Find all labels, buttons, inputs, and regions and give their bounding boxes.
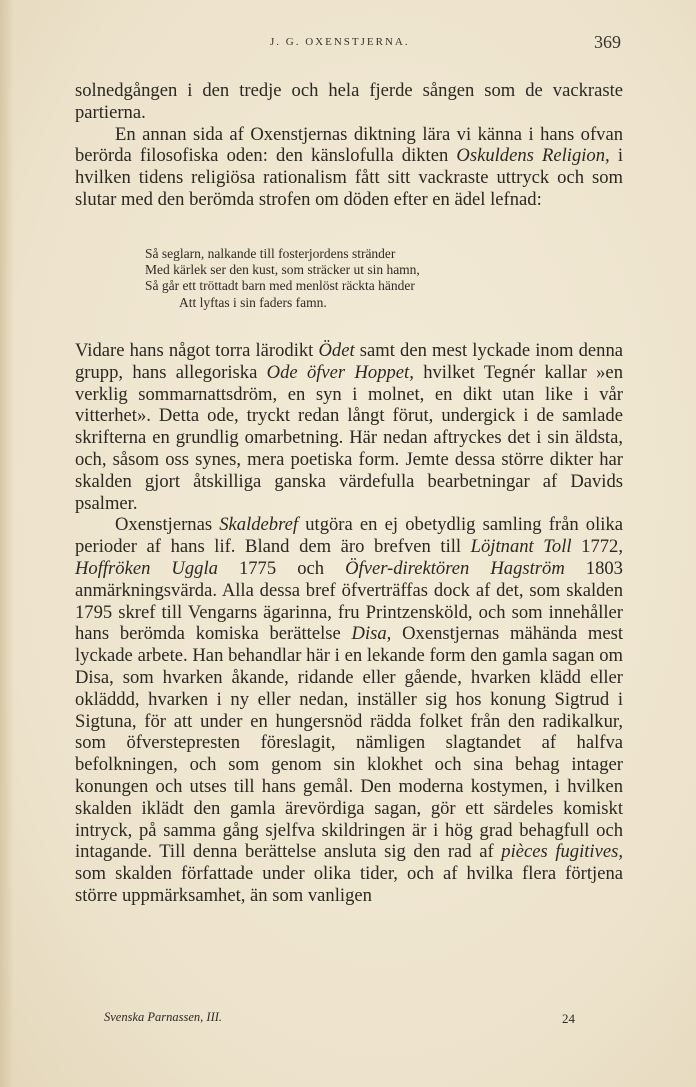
- verse-line-1: Så seglarn, nalkande till fosterjordens stränder: [145, 246, 396, 261]
- work-title-ode-ofver-hoppet: Ode öfver Hoppet,: [266, 361, 414, 383]
- addressee-lojtnant-toll: Löjtnant Toll: [470, 536, 572, 558]
- paragraph-4: Oxenstjernas Skaldebref utgöra en ej obetydlig samling från olika perioder af hans lif. Bland dem äro brefven till Löjtnant Toll 1772, Hoffröken Uggla 1775 och Öfver-direktören Hagström 1803 anmärkningsvärda. Alla dessa bref öfverträffas dock af det, som skalden 1795 skref till Vengarns ägarinna, fru Printzensköld, och som innehåller hans berömda komiska berättelse Disa, Oxenstjernas mähända mest lyckade arbete. Han behandlar här i en lekande form den gamla sagan om Disa, som hvarken åkande, ridande eller gående, hvarken klädd eller okläddd, hvarken i ny eller nedan, inställer sig hos konung Sigtrud i Sigtuna, för att under en hungersnöd rädda folket från den radikalkur, som öfverstepresten föreslagit, nämligen slagtandet af halfva befolkningen, och som genom sin klokhet och sina behag intager konungen och utses till hans gemål. Den moderna kostymen, i hvilken skalden iklädt den gamla ärevördiga sagan, gör ett särdeles komiskt intryck, på samma gång sjelfva skildringen är i hög grad behagfull och intagande. Till denna berättelse ansluta sig den rad af pièces fugitives, som skalden författade under olika tider, och af hvilka flera förtjena större uppmärksamhet, än som vanligen: [75, 514, 623, 906]
- verse-line-3: Så går ett tröttadt barn med menlöst räckta händer: [145, 278, 415, 294]
- body-text-bottom: [75, 340, 623, 907]
- work-title-disa: Disa,: [351, 623, 392, 645]
- page-number: 369: [594, 32, 621, 52]
- work-title-odet: Ödet: [318, 340, 355, 361]
- verse-line-4: Att lyftas i sin faders famn.: [179, 294, 327, 310]
- work-title-oskuldens-religion: Oskuldens Religion,: [456, 145, 610, 167]
- running-head: J. G. OXENSTJERNA.: [270, 36, 410, 48]
- printer-signature: Svenska Parnassen, III.: [104, 1010, 223, 1024]
- paragraph-3: Vidare hans något torra lärodikt Ödet samt den mest lyckade inom denna grupp, hans allegoriska Ode öfver Hoppet, hvilket Tegnér kallar »en verklig sommarnattsdröm, en syn i molnet, en dikt utan like i vår vitterhet». Detta ode, tryckt redan långt förut, undergick i de samlade skrifterna en grundlig omarbetning. Här nedan aftryckes det i sin äldsta, och, såsom oss synes, mera poetiska form. Jemte dessa större dikter har skalden gjort åtskilliga ganska värdefulla bearbetningar af Davids psalmer.: [75, 340, 624, 514]
- addressee-hoffroken-uggla: Hoffröken Uggla: [75, 557, 218, 579]
- body-text-top: [75, 80, 623, 211]
- paragraph-2: En annan sida af Oxenstjernas diktning lära vi känna i hans ofvan berörda filosofiska oden: den känslofulla dikten Oskuldens Religion, i hvilken tidens religiösa rationalism fått sitt vackraste uttryck och som slutar med den berömda strofen om döden efter en ädel lefnad:: [75, 123, 623, 210]
- sheet-number: 24: [562, 1011, 575, 1026]
- verse-line-2: Med kärlek ser den kust, som sträcker ut sin hamn,: [145, 262, 420, 278]
- page-gutter-shadow: [0, 0, 14, 1087]
- term-pieces-fugitives: pièces fugitives,: [501, 841, 623, 863]
- work-title-skaldebref: Skaldebref: [219, 514, 299, 536]
- addressee-ofverdirektoren-hagstrom: Öfver-direktören Hagström: [345, 557, 565, 579]
- paragraph-1: solnedgången i den tredje och hela fjerde sången som de vackraste partierna.: [75, 80, 623, 123]
- verse-quotation: [145, 246, 565, 311]
